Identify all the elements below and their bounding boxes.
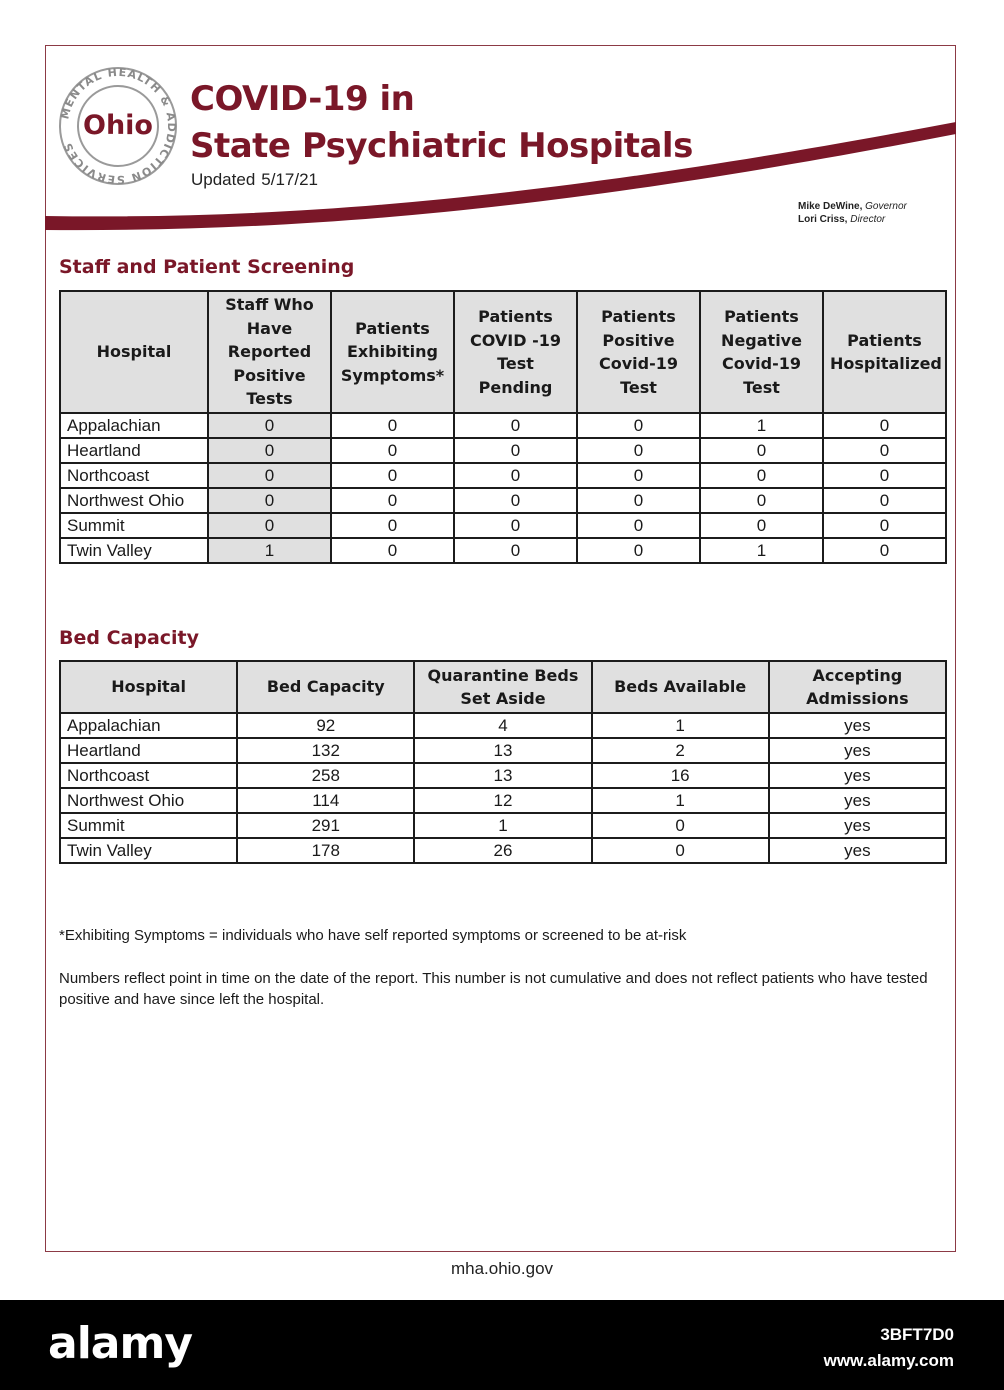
table-row: [60, 438, 946, 463]
table-row: [60, 488, 946, 513]
screening-table: [59, 290, 947, 564]
table-row: [60, 413, 946, 438]
table-cell: 0: [592, 813, 769, 838]
table-cell: 0: [823, 413, 946, 438]
screening-header-row: [60, 291, 946, 413]
screening-col-hospitalized: Patients Hospitalized: [823, 291, 946, 413]
table-cell: 0: [823, 463, 946, 488]
table-cell: 0: [331, 463, 454, 488]
table-cell: 258: [237, 763, 414, 788]
stock-banner: [0, 1300, 1004, 1390]
title-line-2: State Psychiatric Hospitals: [190, 126, 693, 166]
table-cell: 0: [454, 438, 577, 463]
screening-col-negative: Patients Negative Covid-19 Test: [700, 291, 823, 413]
table-cell: 92: [237, 713, 414, 738]
table-cell: 1: [700, 538, 823, 563]
stock-site: www.alamy.com: [823, 1351, 954, 1370]
table-cell: 0: [331, 438, 454, 463]
table-cell: yes: [769, 838, 946, 863]
table-cell: yes: [769, 738, 946, 763]
stock-image-id: 3BFT7D0: [880, 1325, 954, 1344]
screening-section-title: Staff and Patient Screening: [59, 256, 355, 278]
governor-title: Governor: [865, 201, 907, 212]
table-row: [60, 788, 946, 813]
hospital-cell: Northcoast: [60, 463, 208, 488]
hospital-cell: Twin Valley: [60, 538, 208, 563]
hospital-cell: Summit: [60, 813, 237, 838]
table-cell: 0: [577, 438, 700, 463]
table-cell: 0: [331, 538, 454, 563]
table-cell: 0: [454, 538, 577, 563]
table-row: [60, 813, 946, 838]
table-cell: 26: [414, 838, 591, 863]
beds-col-available: Beds Available: [592, 661, 769, 713]
hospital-cell: Appalachian: [60, 713, 237, 738]
table-cell: 0: [331, 488, 454, 513]
table-cell: 0: [823, 513, 946, 538]
table-cell: 0: [577, 488, 700, 513]
table-cell: 0: [208, 463, 331, 488]
table-row: [60, 513, 946, 538]
table-cell: 0: [577, 513, 700, 538]
hospital-cell: Northcoast: [60, 763, 237, 788]
hospital-cell: Heartland: [60, 438, 208, 463]
table-cell: 0: [823, 488, 946, 513]
hospital-cell: Heartland: [60, 738, 237, 763]
table-row: [60, 838, 946, 863]
table-row: [60, 763, 946, 788]
symptoms-note: *Exhibiting Symptoms = individuals who have self reported symptoms or screened to be at-risk: [59, 927, 687, 944]
table-cell: 0: [208, 513, 331, 538]
hospital-cell: Appalachian: [60, 413, 208, 438]
director-title: Director: [850, 214, 886, 225]
screening-col-hospital: Hospital: [60, 291, 208, 413]
table-cell: 0: [592, 838, 769, 863]
table-cell: 0: [823, 538, 946, 563]
stock-id-block: [824, 1322, 954, 1374]
table-cell: 132: [237, 738, 414, 763]
table-cell: 0: [208, 413, 331, 438]
table-cell: 0: [577, 463, 700, 488]
table-cell: 114: [237, 788, 414, 813]
table-cell: 0: [577, 413, 700, 438]
screening-col-symptoms: Patients Exhibiting Symptoms*: [331, 291, 454, 413]
table-cell: 12: [414, 788, 591, 813]
table-cell: 178: [237, 838, 414, 863]
table-cell: 16: [592, 763, 769, 788]
table-cell: 13: [414, 738, 591, 763]
table-cell: 0: [454, 413, 577, 438]
table-row: [60, 738, 946, 763]
table-cell: 4: [414, 713, 591, 738]
table-cell: 0: [454, 513, 577, 538]
table-row: [60, 713, 946, 738]
beds-col-accepting: Accepting Admissions: [769, 661, 946, 713]
table-cell: yes: [769, 813, 946, 838]
beds-header-row: [60, 661, 946, 713]
table-cell: 0: [454, 488, 577, 513]
screening-col-positive: Patients Positive Covid-19 Test: [577, 291, 700, 413]
table-cell: 1: [700, 413, 823, 438]
table-cell: 291: [237, 813, 414, 838]
table-cell: 0: [331, 513, 454, 538]
director-name: Lori Criss,: [798, 214, 848, 225]
director-line: [798, 213, 907, 226]
table-cell: yes: [769, 713, 946, 738]
title-line-1: COVID-19 in: [190, 79, 415, 119]
screening-col-staff-positive: Staff Who Have Reported Positive Tests: [208, 291, 331, 413]
table-cell: 1: [592, 713, 769, 738]
table-cell: 0: [331, 413, 454, 438]
updated-label: Updated: [191, 170, 256, 189]
table-cell: 2: [592, 738, 769, 763]
table-cell: 0: [823, 438, 946, 463]
governor-name: Mike DeWine,: [798, 201, 863, 212]
table-cell: 0: [577, 538, 700, 563]
table-cell: 0: [208, 488, 331, 513]
officials-block: [798, 200, 907, 226]
updated-date: 5/17/21: [261, 170, 319, 189]
hospital-cell: Northwest Ohio: [60, 788, 237, 813]
hospital-cell: Summit: [60, 513, 208, 538]
table-cell: 1: [208, 538, 331, 563]
logo-center-text: Ohio: [83, 110, 153, 141]
beds-section-title: Bed Capacity: [59, 627, 200, 649]
table-cell: 0: [700, 513, 823, 538]
table-cell: 0: [454, 463, 577, 488]
table-row: [60, 538, 946, 563]
stock-brand-logo: alamy: [48, 1318, 192, 1369]
screening-col-pending: Patients COVID -19 Test Pending: [454, 291, 577, 413]
table-cell: 0: [700, 463, 823, 488]
table-row: [60, 463, 946, 488]
table-cell: yes: [769, 788, 946, 813]
table-cell: 13: [414, 763, 591, 788]
logo-ring-text: MENTAL HEALTH & ADDICTION SERVICES: [58, 65, 179, 187]
governor-line: [798, 200, 907, 213]
point-in-time-note: Numbers reflect point in time on the date of the report. This number is not cumulative and does not reflect patients who have tested positive and have since left the hospital.: [59, 970, 928, 1008]
beds-col-quarantine: Quarantine Beds Set Aside: [414, 661, 591, 713]
table-cell: yes: [769, 763, 946, 788]
table-cell: 0: [700, 488, 823, 513]
table-cell: 1: [414, 813, 591, 838]
beds-col-hospital: Hospital: [60, 661, 237, 713]
table-cell: 1: [592, 788, 769, 813]
beds-col-capacity: Bed Capacity: [237, 661, 414, 713]
table-cell: 0: [700, 438, 823, 463]
beds-table: [59, 660, 947, 864]
footer-url: mha.ohio.gov: [450, 1259, 554, 1278]
hospital-cell: Northwest Ohio: [60, 488, 208, 513]
table-cell: 0: [208, 438, 331, 463]
hospital-cell: Twin Valley: [60, 838, 237, 863]
